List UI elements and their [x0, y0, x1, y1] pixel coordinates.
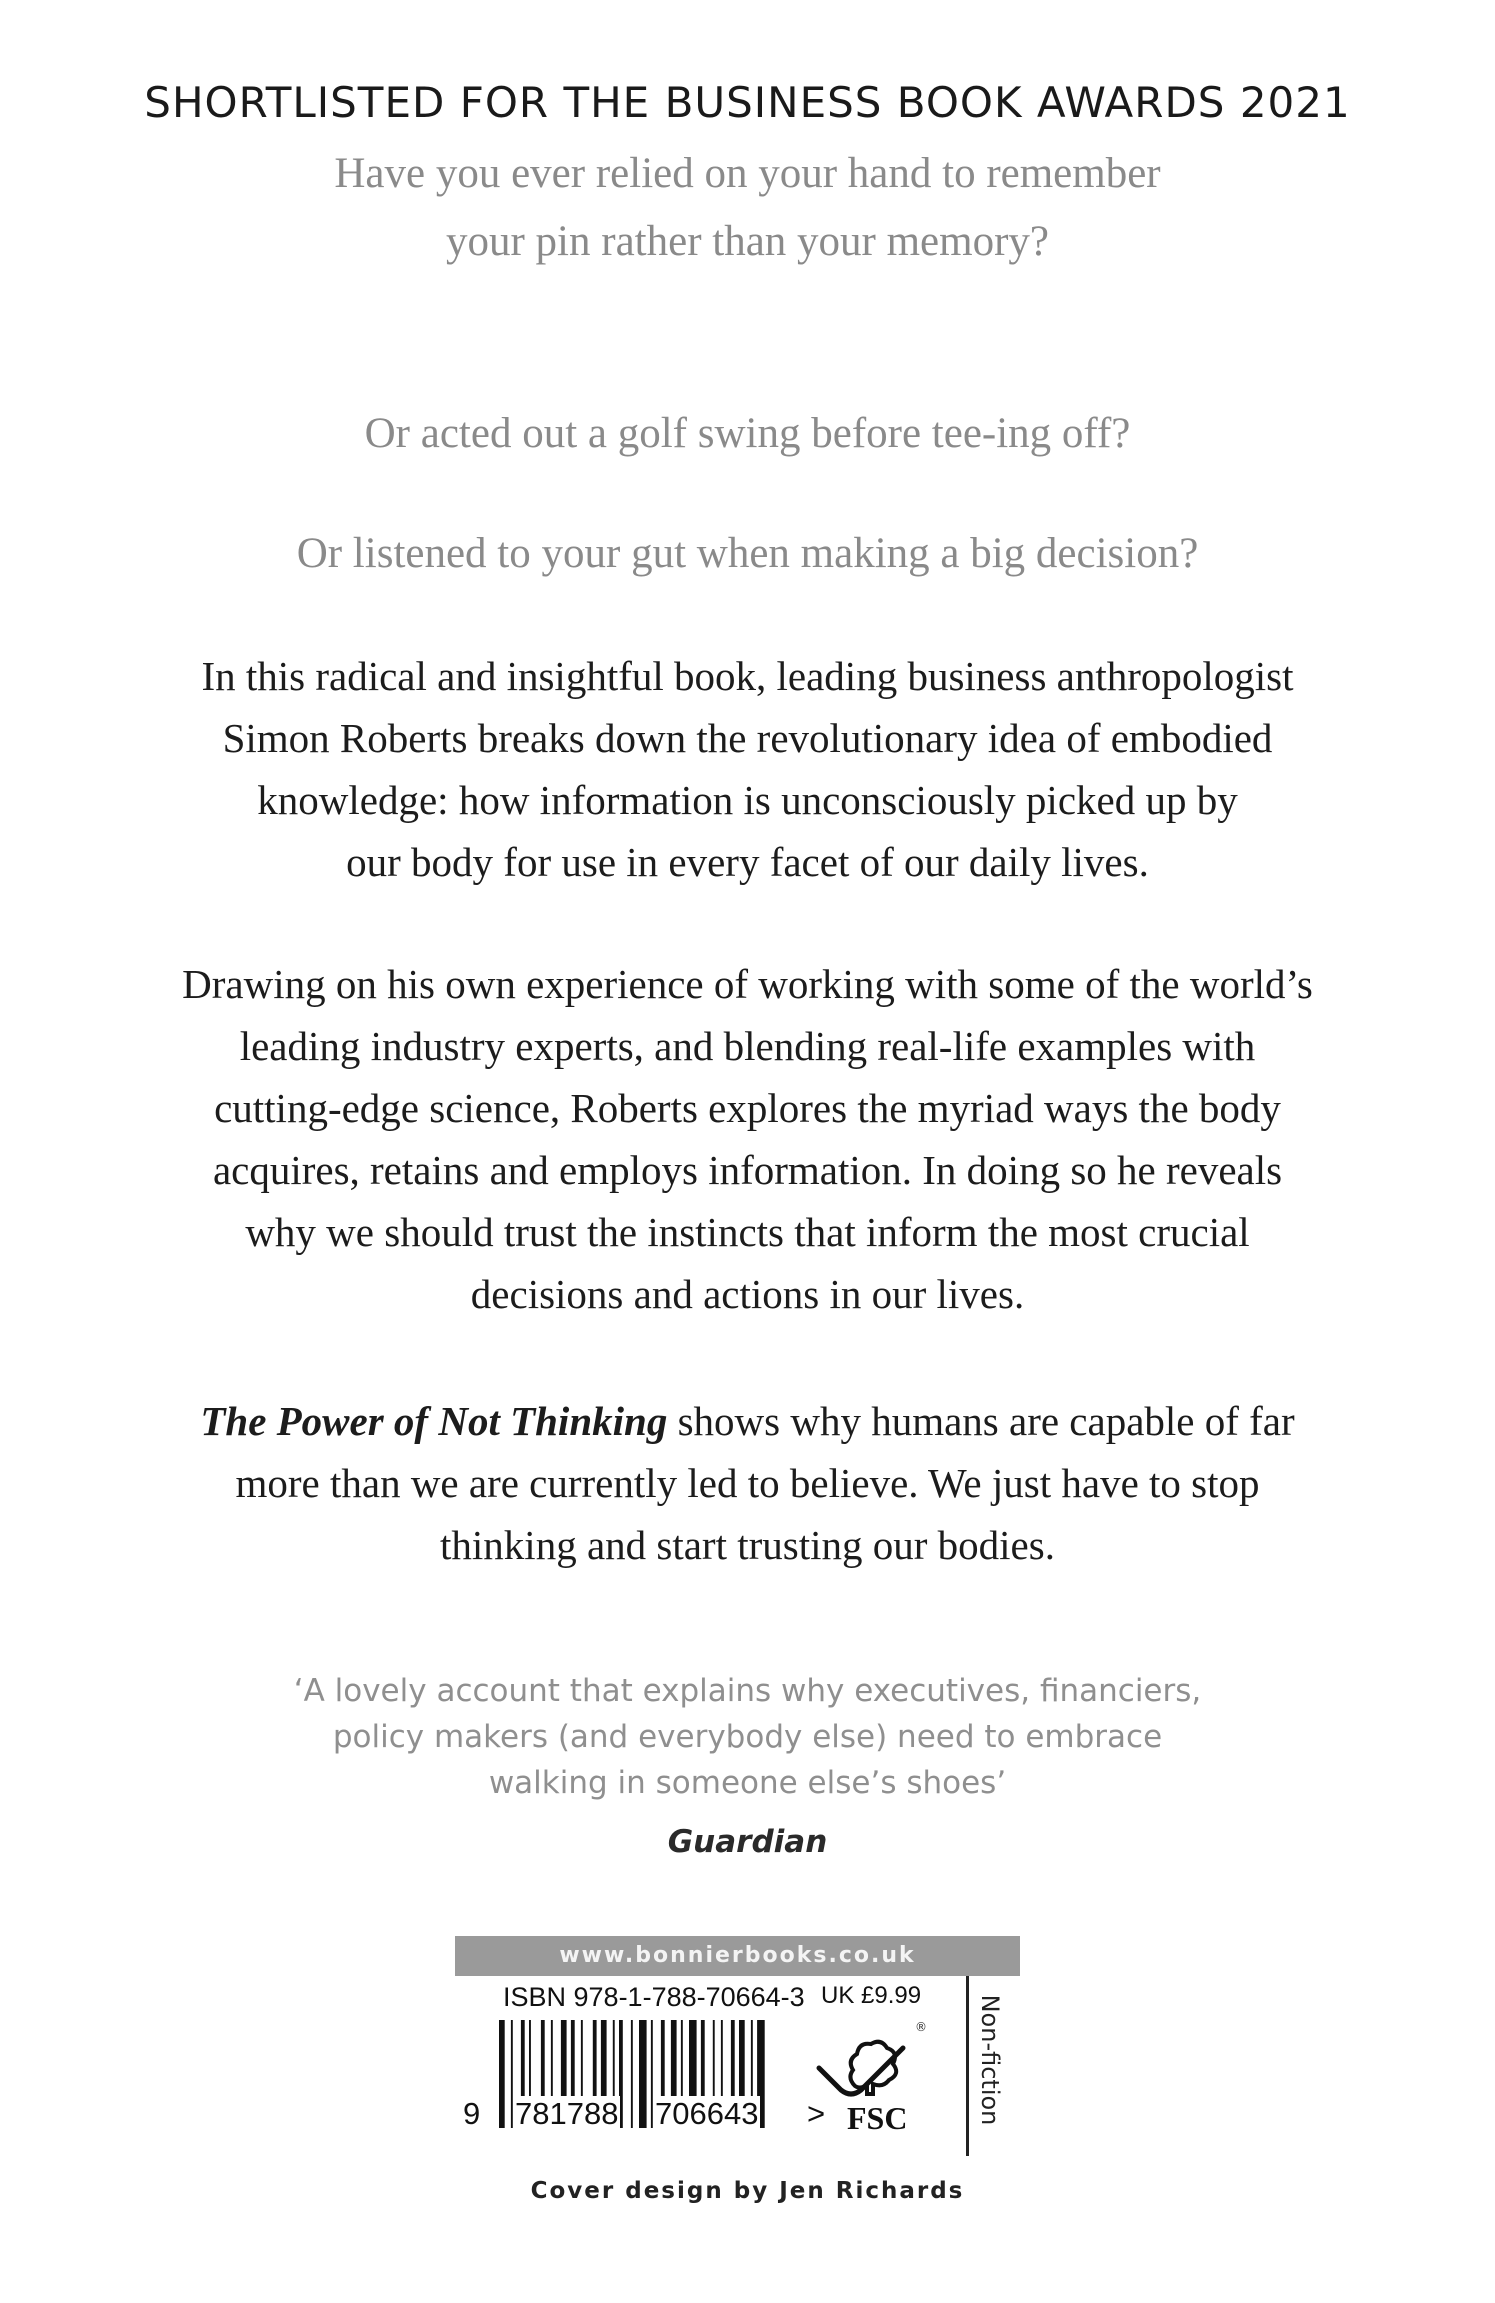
blurb-p2-line: Drawing on his own experience of working with some of the world’s	[182, 961, 1313, 1007]
fsc-tree-icon	[811, 2028, 911, 2104]
question-1-line-2: your pin rather than your memory?	[445, 218, 1049, 265]
review-line: walking in someone else’s shoes’	[488, 1765, 1007, 1801]
cover-credit: Cover design by Jen Richards	[530, 2178, 965, 2204]
barcode-digits	[455, 2096, 855, 2136]
review-line: policy makers (and everybody else) need to embrace	[332, 1719, 1163, 1755]
blurb-p2-line: decisions and actions in our lives.	[470, 1271, 1025, 1317]
barcode-digit-group-2: 706643	[655, 2096, 759, 2131]
blurb-p1-line: knowledge: how information is unconsciously picked up by	[257, 777, 1238, 823]
blurb-p3-line-2: more than we are currently led to believe. We just have to stop	[235, 1460, 1260, 1506]
price-text: UK £9.99	[821, 1982, 922, 2009]
question-1-line-1: Have you ever relied on your hand to remember	[334, 150, 1161, 197]
book-title: The Power of Not Thinking	[200, 1398, 668, 1444]
blurb-paragraph-1	[90, 645, 1405, 893]
registered-mark: ®	[915, 2020, 927, 2034]
blurb-paragraph-3	[90, 1390, 1405, 1576]
question-1	[0, 140, 1495, 276]
award-banner: SHORTLISTED FOR THE BUSINESS BOOK AWARDS 2021	[144, 78, 1351, 127]
review-source: Guardian	[667, 1824, 828, 1860]
blurb-p2-line: leading industry experts, and blending real-life examples with	[239, 1023, 1256, 1069]
blurb-p1-line: In this radical and insightful book, leading business anthropologist	[201, 653, 1294, 699]
blurb-p1-line: our body for use in every facet of our daily lives.	[346, 839, 1149, 885]
blurb-p2-line: why we should trust the instincts that inform the most crucial	[245, 1209, 1250, 1255]
barcode-digit-first: 9	[463, 2096, 481, 2131]
barcode-quiet-mark: >	[807, 2096, 826, 2131]
barcode-divider	[966, 1976, 969, 2156]
blurb-p2-line: cutting-edge science, Roberts explores the myriad ways the body	[214, 1085, 1281, 1131]
blurb-p3-line-1-rest: shows why humans are capable of far	[667, 1398, 1295, 1444]
question-2: Or acted out a golf swing before tee-ing off?	[364, 410, 1131, 457]
blurb-p3-line-3: thinking and start trusting our bodies.	[440, 1522, 1055, 1568]
isbn-text: ISBN 978-1-788-70664-3	[503, 1982, 805, 2012]
blurb-p3-line-1	[90, 1390, 1405, 1452]
category-label: Non-fiction	[976, 1994, 1004, 2126]
barcode-panel	[455, 1976, 965, 2156]
barcode-digit-group-1: 781788	[515, 2096, 619, 2131]
blurb-paragraph-2	[90, 953, 1405, 1325]
publisher-website: www.bonnierbooks.co.uk	[455, 1936, 1020, 1976]
review-line: ‘A lovely account that explains why executives, financiers,	[293, 1673, 1202, 1709]
blurb-p1-line: Simon Roberts breaks down the revolutionary idea of embodied	[222, 715, 1273, 761]
question-3: Or listened to your gut when making a big decision?	[296, 530, 1199, 577]
blurb-p2-line: acquires, retains and employs information. In doing so he reveals	[212, 1147, 1283, 1193]
review-quote	[150, 1668, 1345, 1806]
fsc-label: FSC	[847, 2100, 908, 2136]
